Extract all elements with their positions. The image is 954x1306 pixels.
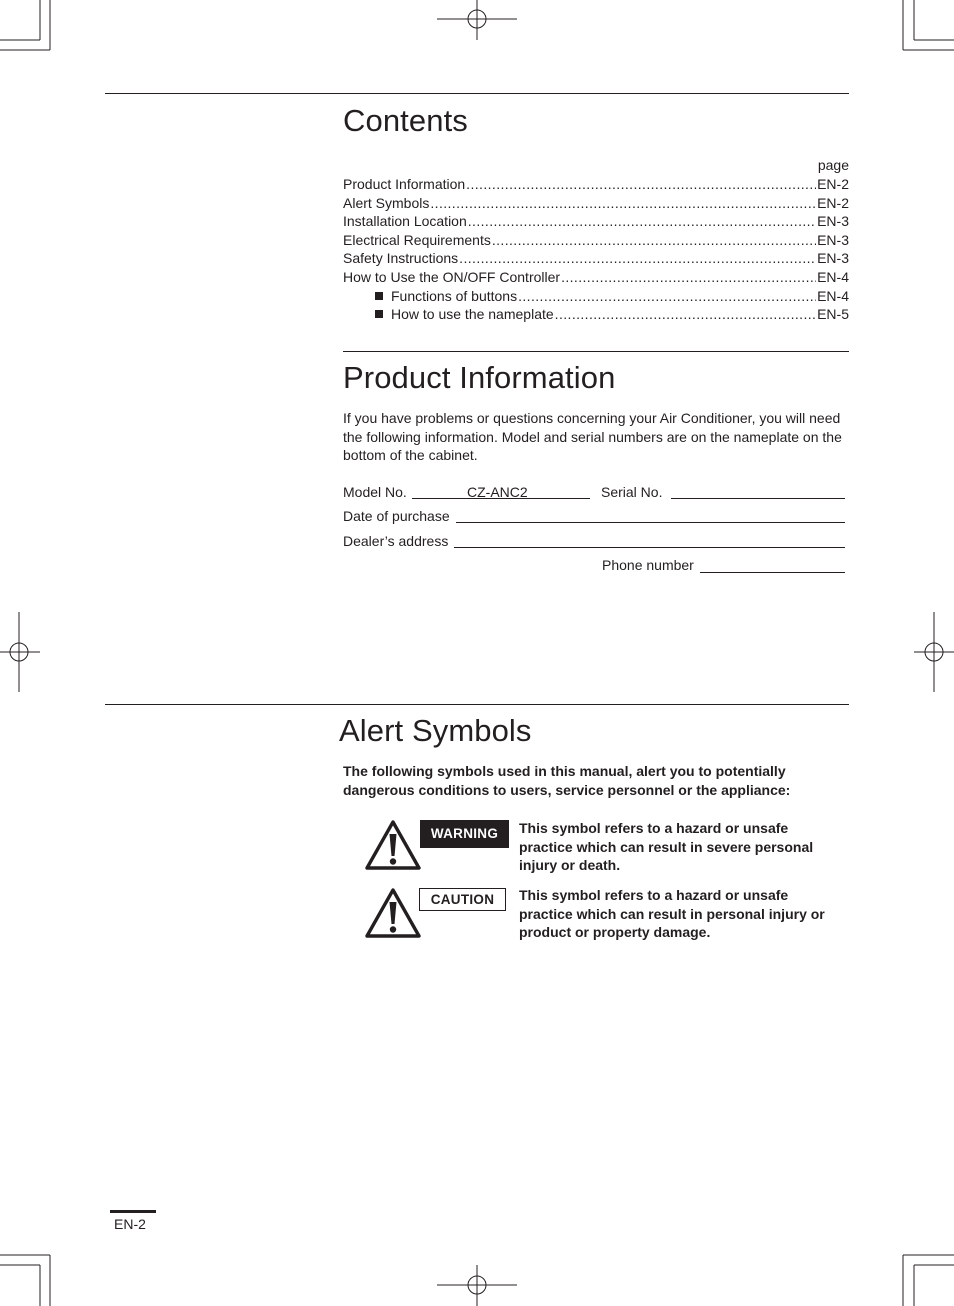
toc-item-label: Product Information [343, 176, 466, 192]
toc-item-label: How to use the nameplate [391, 306, 554, 323]
date-of-purchase-label: Date of purchase [343, 508, 450, 524]
toc-page-header: page [817, 157, 849, 173]
alert-symbols-title: Alert Symbols [339, 713, 532, 748]
model-number-value: CZ-ANC2 [467, 484, 528, 500]
phone-number-label: Phone number [602, 557, 694, 573]
product-info-title: Product Information [343, 360, 616, 395]
toc-leader-dots [518, 287, 816, 306]
toc-leader-dots [466, 175, 816, 194]
toc-item-label: How to Use the ON/OFF Controller [343, 268, 561, 285]
dealer-address-line [454, 547, 845, 548]
caution-description: This symbol refers to a hazard or unsafe practice which can result in personal injury or product or property damage. [519, 887, 825, 940]
caution-badge: CAUTION [419, 888, 506, 911]
alert-symbols-intro: The following symbols used in this manual, alert you to potentially dangerous conditions to users, service personnel or the appliance: [343, 763, 791, 798]
model-number-line [412, 498, 590, 499]
toc-item-page: EN-2 [817, 194, 849, 211]
toc-leader-dots [459, 249, 816, 268]
square-bullet-icon [375, 310, 383, 318]
toc-item[interactable] [343, 175, 849, 194]
toc-item[interactable] [343, 231, 849, 250]
toc-item-label: Alert Symbols [343, 194, 430, 211]
square-bullet-icon [375, 292, 383, 300]
serial-number-line [671, 498, 845, 499]
toc-item[interactable] [343, 194, 849, 213]
product-info-intro: If you have problems or questions concerning your Air Conditioner, you will need the following information. Model and serial numbers are on the nameplate on the bottom of the cabinet. [343, 410, 842, 463]
toc-item-label: Electrical Requirements [343, 231, 491, 248]
toc-leader-dots [430, 194, 816, 213]
phone-number-line [700, 572, 845, 573]
toc-item[interactable] [343, 268, 849, 287]
toc-subitem[interactable] [343, 305, 849, 324]
date-of-purchase-line [456, 522, 845, 523]
warning-badge: WARNING [420, 820, 509, 848]
toc-leader-dots [561, 268, 816, 287]
contents-title: Contents [343, 103, 468, 138]
toc-item[interactable] [343, 249, 849, 268]
toc-item-label: Installation Location [343, 213, 467, 230]
contents-top-rule [105, 93, 849, 94]
table-of-contents [343, 156, 849, 324]
toc-item-label: Safety Instructions [343, 250, 459, 267]
toc-item[interactable] [343, 212, 849, 231]
toc-item-page: EN-4 [817, 287, 849, 304]
toc-item-page: EN-4 [817, 268, 849, 285]
alert-symbols-top-rule [105, 704, 849, 705]
exclamation-triangle-icon [364, 819, 422, 871]
exclamation-triangle-icon [364, 887, 422, 939]
product-info-top-rule [343, 351, 849, 352]
toc-item-label: Functions of buttons [391, 287, 518, 304]
serial-number-label: Serial No. [601, 484, 663, 500]
toc-subitem[interactable] [343, 287, 849, 306]
model-number-label: Model No. [343, 484, 407, 500]
toc-leader-dots [492, 231, 816, 250]
warning-description: This symbol refers to a hazard or unsafe practice which can result in severe personal injury or death. [519, 820, 814, 873]
toc-item-page: EN-2 [817, 176, 849, 192]
toc-item-page: EN-3 [817, 213, 849, 230]
toc-item-page: EN-3 [817, 231, 849, 248]
toc-leader-dots [468, 212, 816, 231]
toc-item-page: EN-5 [817, 306, 849, 323]
page-number: EN-2 [110, 1210, 156, 1232]
toc-leader-dots [555, 305, 816, 324]
toc-item-page: EN-3 [817, 250, 849, 267]
dealer-address-label: Dealer’s address [343, 533, 449, 549]
